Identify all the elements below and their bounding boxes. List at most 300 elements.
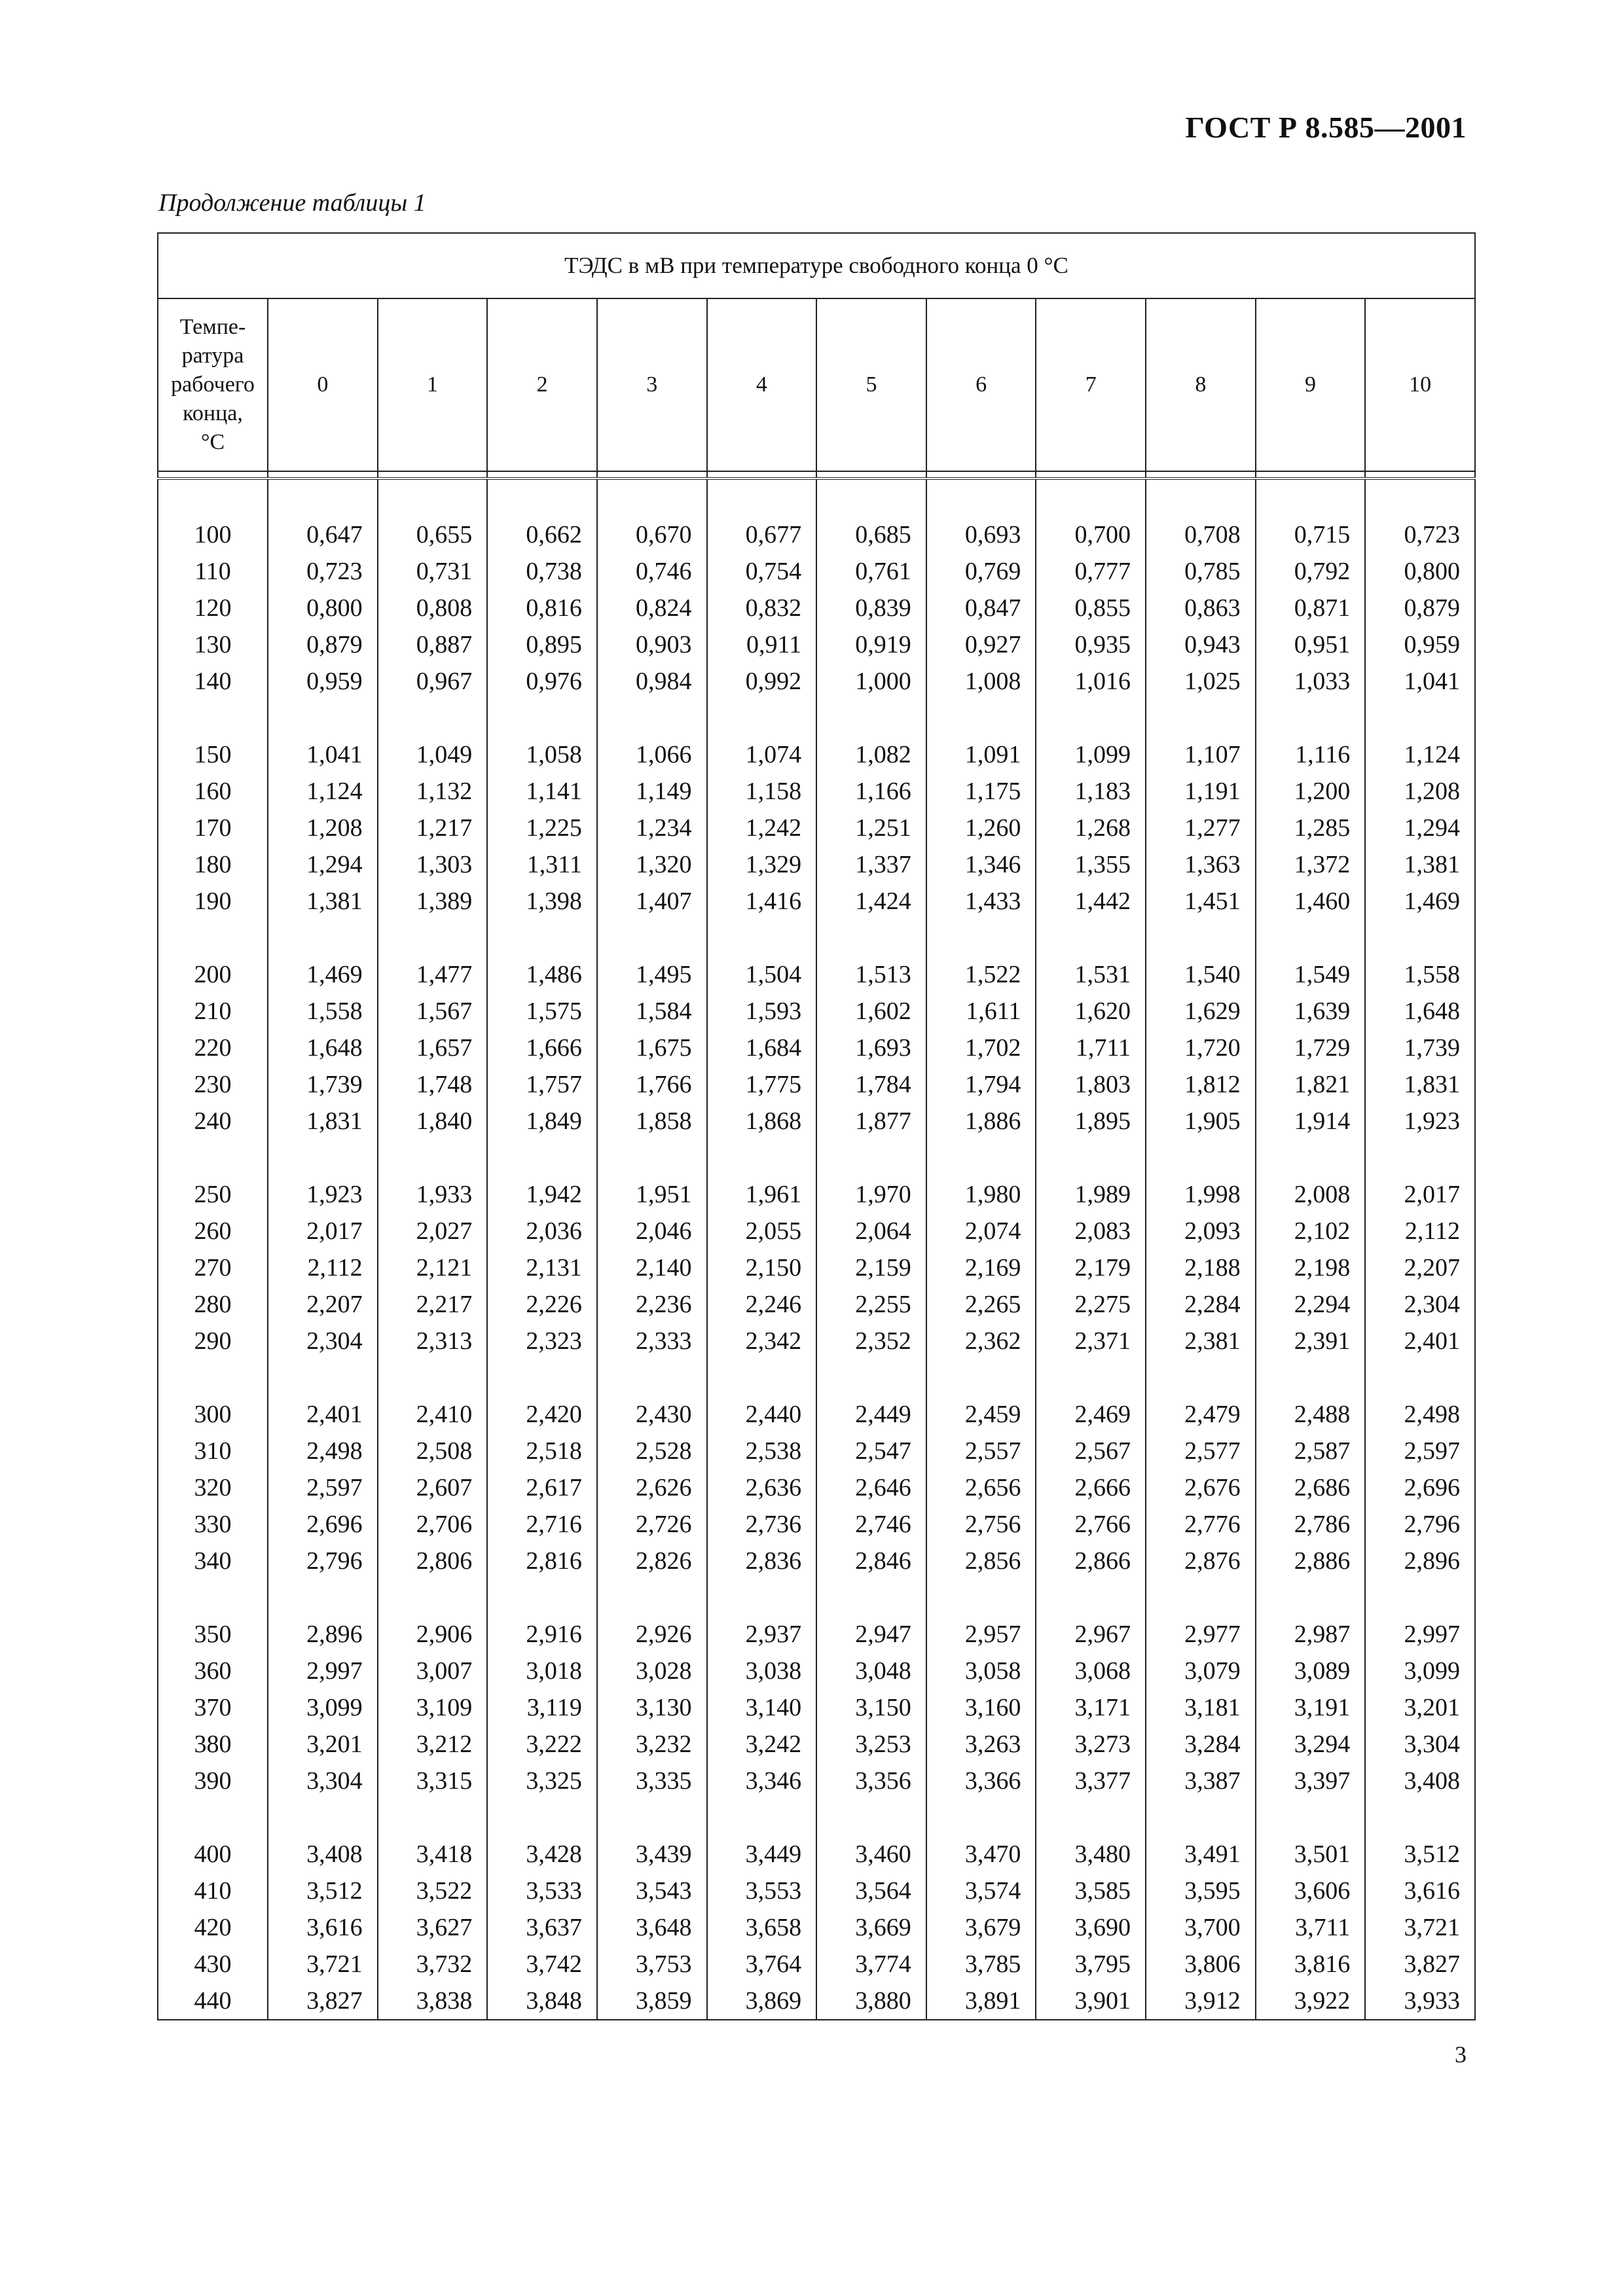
emf-value-cell: 3,859 [597,1982,707,2020]
temperature-cell: 420 [158,1909,268,1946]
emf-value-cell: 1,720 [1146,1030,1256,1066]
emf-value-cell: 2,987 [1256,1616,1366,1653]
emf-value-cell: 1,486 [487,956,597,993]
emf-value-cell: 1,766 [597,1066,707,1103]
emf-value-cell: 3,366 [926,1763,1036,1799]
emf-value-cell: 1,775 [707,1066,817,1103]
emf-value-cell: 0,808 [378,590,488,626]
emf-value-cell: 1,757 [487,1066,597,1103]
emf-value-cell: 3,606 [1256,1873,1366,1909]
empty-cell [597,920,707,956]
emf-value-cell: 0,738 [487,553,597,590]
emf-value-cell: 1,639 [1256,993,1366,1030]
table-row [158,883,1475,920]
emf-value-cell: 3,827 [1365,1946,1475,1982]
empty-cell [1256,920,1366,956]
empty-cell [926,1359,1036,1396]
empty-cell [487,1799,597,1836]
emf-value-cell: 3,315 [378,1763,488,1799]
empty-cell [816,1359,926,1396]
emf-value-cell: 3,774 [816,1946,926,1982]
emf-value-cell: 2,150 [707,1249,817,1286]
emf-value-cell: 1,381 [268,883,378,920]
emf-value-cell: 2,746 [816,1506,926,1543]
emf-value-cell: 2,607 [378,1469,488,1506]
empty-cell [926,920,1036,956]
emf-value-cell: 3,212 [378,1726,488,1763]
emf-value-cell: 3,690 [1036,1909,1146,1946]
emf-value-cell: 0,879 [1365,590,1475,626]
emf-value-cell: 0,670 [597,516,707,553]
emf-value-cell: 2,587 [1256,1433,1366,1469]
emf-value-cell: 3,263 [926,1726,1036,1763]
emf-value-cell: 1,923 [1365,1103,1475,1139]
emf-value-cell: 3,816 [1256,1946,1366,1982]
emf-value-cell: 0,903 [597,626,707,663]
emf-value-cell: 2,726 [597,1506,707,1543]
emf-value-cell: 1,611 [926,993,1036,1030]
emf-value-cell: 3,785 [926,1946,1036,1982]
emf-value-cell: 3,130 [597,1689,707,1726]
emf-value-cell: 1,294 [1365,810,1475,846]
emf-value-cell: 2,776 [1146,1506,1256,1543]
table-row [158,956,1475,993]
temperature-cell: 240 [158,1103,268,1139]
emf-value-cell: 1,513 [816,956,926,993]
empty-cell [487,478,597,516]
empty-cell [1146,1359,1256,1396]
emf-value-cell: 2,036 [487,1213,597,1249]
empty-cell [1146,471,1256,478]
empty-cell [1256,471,1366,478]
temperature-cell: 250 [158,1176,268,1213]
empty-cell [707,1359,817,1396]
emf-value-cell: 3,753 [597,1946,707,1982]
empty-cell [597,1139,707,1176]
emf-value-cell: 3,201 [1365,1689,1475,1726]
empty-cell [926,471,1036,478]
emf-value-cell: 2,401 [1365,1323,1475,1359]
emf-value-cell: 1,620 [1036,993,1146,1030]
temperature-cell: 270 [158,1249,268,1286]
emf-value-cell: 0,911 [707,626,817,663]
table-row [158,1763,1475,1799]
table-row [158,1543,1475,1579]
temperature-cell: 430 [158,1946,268,1982]
empty-cell [487,700,597,736]
header-separator-row [158,471,1475,478]
emf-value-cell: 2,459 [926,1396,1036,1433]
empty-cell [1256,478,1366,516]
emf-value-cell: 0,879 [268,626,378,663]
emf-value-cell: 2,440 [707,1396,817,1433]
temperature-cell: 320 [158,1469,268,1506]
empty-cell [158,700,268,736]
emf-value-cell: 1,049 [378,736,488,773]
emf-value-cell: 3,721 [268,1946,378,1982]
emf-value-cell: 1,294 [268,846,378,883]
emf-value-cell: 1,311 [487,846,597,883]
emf-value-cell: 3,648 [597,1909,707,1946]
column-header: 10 [1365,298,1475,471]
emf-value-cell: 1,442 [1036,883,1146,920]
emf-value-cell: 2,410 [378,1396,488,1433]
emf-value-cell: 2,836 [707,1543,817,1579]
emf-value-cell: 3,191 [1256,1689,1366,1726]
emf-value-cell: 1,711 [1036,1030,1146,1066]
emf-value-cell: 3,595 [1146,1873,1256,1909]
table-row [158,1433,1475,1469]
empty-cell [1036,1799,1146,1836]
emf-value-cell: 3,028 [597,1653,707,1689]
empty-cell [378,1579,488,1616]
emf-value-cell: 2,756 [926,1506,1036,1543]
empty-cell [1365,1579,1475,1616]
emf-value-cell: 2,008 [1256,1176,1366,1213]
temperature-column-header [158,298,268,471]
emf-value-cell: 1,495 [597,956,707,993]
emf-value-cell: 2,055 [707,1213,817,1249]
emf-value-cell: 1,803 [1036,1066,1146,1103]
emf-value-cell: 1,961 [707,1176,817,1213]
temperature-cell: 230 [158,1066,268,1103]
emf-value-cell: 1,424 [816,883,926,920]
column-header: 7 [1036,298,1146,471]
empty-cell [1036,478,1146,516]
emf-value-cell: 0,919 [816,626,926,663]
empty-cell [816,700,926,736]
temperature-cell: 210 [158,993,268,1030]
emf-value-cell: 1,648 [1365,993,1475,1030]
empty-cell [268,920,378,956]
empty-cell [1365,920,1475,956]
column-header: 5 [816,298,926,471]
empty-cell [1036,920,1146,956]
emf-value-cell: 2,567 [1036,1433,1146,1469]
emf-value-cell: 2,886 [1256,1543,1366,1579]
empty-cell [378,1139,488,1176]
emf-value-cell: 1,277 [1146,810,1256,846]
emf-value-cell: 0,992 [707,663,817,700]
table-row [158,993,1475,1030]
group-spacer-row [158,1359,1475,1396]
emf-value-cell: 3,933 [1365,1982,1475,2020]
emf-value-cell: 2,896 [268,1616,378,1653]
emf-value-cell: 1,260 [926,810,1036,846]
emf-value-cell: 3,470 [926,1836,1036,1873]
emf-value-cell: 1,398 [487,883,597,920]
emf-value-cell: 1,794 [926,1066,1036,1103]
emf-value-cell: 1,355 [1036,846,1146,883]
empty-cell [816,1139,926,1176]
empty-cell [1256,700,1366,736]
emf-value-cell: 3,099 [268,1689,378,1726]
emf-value-cell: 2,766 [1036,1506,1146,1543]
emf-value-cell: 1,389 [378,883,488,920]
emf-value-cell: 3,387 [1146,1763,1256,1799]
emf-value-cell: 2,275 [1036,1286,1146,1323]
empty-cell [1036,471,1146,478]
emf-value-cell: 0,655 [378,516,488,553]
emf-value-cell: 2,866 [1036,1543,1146,1579]
emf-value-cell: 3,543 [597,1873,707,1909]
emf-value-cell: 2,696 [1365,1469,1475,1506]
table-row [158,1323,1475,1359]
emf-value-cell: 3,480 [1036,1836,1146,1873]
emf-value-cell: 2,518 [487,1433,597,1469]
temperature-cell: 280 [158,1286,268,1323]
document-code: ГОСТ Р 8.585—2001 [1185,111,1467,144]
emf-value-cell: 1,739 [1365,1030,1475,1066]
column-header: 8 [1146,298,1256,471]
empty-cell [378,478,488,516]
emf-value-cell: 3,068 [1036,1653,1146,1689]
emf-value-cell: 3,058 [926,1653,1036,1689]
table-row [158,1689,1475,1726]
emf-value-cell: 2,140 [597,1249,707,1286]
emf-value-cell: 2,083 [1036,1213,1146,1249]
emf-value-cell: 2,826 [597,1543,707,1579]
temperature-cell: 150 [158,736,268,773]
emf-value-cell: 1,191 [1146,773,1256,810]
table-row [158,773,1475,810]
empty-cell [1146,1139,1256,1176]
emf-value-cell: 2,112 [1365,1213,1475,1249]
emf-value-cell: 2,169 [926,1249,1036,1286]
emf-value-cell: 2,498 [268,1433,378,1469]
emf-value-cell: 1,124 [1365,736,1475,773]
empty-cell [487,1579,597,1616]
emf-value-cell: 1,285 [1256,810,1366,846]
empty-cell [1036,1139,1146,1176]
empty-cell [1365,471,1475,478]
emf-value-cell: 3,669 [816,1909,926,1946]
emf-value-cell: 1,242 [707,810,817,846]
emf-value-cell: 1,933 [378,1176,488,1213]
emf-value-cell: 1,914 [1256,1103,1366,1139]
emf-value-cell: 3,099 [1365,1653,1475,1689]
temperature-cell: 360 [158,1653,268,1689]
emf-value-cell: 3,109 [378,1689,488,1726]
temperature-cell: 220 [158,1030,268,1066]
empty-cell [926,700,1036,736]
group-spacer-row [158,1139,1475,1176]
table-row [158,1616,1475,1653]
emf-value-cell: 0,927 [926,626,1036,663]
emf-value-cell: 1,970 [816,1176,926,1213]
emf-value-cell: 1,251 [816,810,926,846]
emf-value-cell: 3,449 [707,1836,817,1873]
header-line: конца, [183,401,243,425]
emf-value-cell: 2,626 [597,1469,707,1506]
table-row [158,1469,1475,1506]
emf-value-cell: 3,795 [1036,1946,1146,1982]
table-row [158,1176,1475,1213]
emf-value-cell: 0,832 [707,590,817,626]
emf-value-cell: 3,335 [597,1763,707,1799]
emf-value-cell: 2,816 [487,1543,597,1579]
emf-value-cell: 2,420 [487,1396,597,1433]
emf-value-cell: 3,512 [268,1873,378,1909]
emf-value-cell: 0,887 [378,626,488,663]
emf-value-cell: 1,132 [378,773,488,810]
emf-value-cell: 0,816 [487,590,597,626]
table-row [158,1103,1475,1139]
emf-value-cell: 2,017 [1365,1176,1475,1213]
empty-cell [378,1799,488,1836]
emf-value-cell: 3,119 [487,1689,597,1726]
emf-value-cell: 1,942 [487,1176,597,1213]
emf-value-cell: 3,491 [1146,1836,1256,1873]
empty-cell [158,471,268,478]
empty-cell [816,471,926,478]
table-row [158,516,1475,553]
emf-value-cell: 3,089 [1256,1653,1366,1689]
emf-value-cell: 1,217 [378,810,488,846]
table-row [158,1030,1475,1066]
column-header: 0 [268,298,378,471]
temperature-cell: 170 [158,810,268,846]
emf-value-cell: 2,796 [268,1543,378,1579]
empty-cell [926,1139,1036,1176]
temperature-cell: 180 [158,846,268,883]
emf-value-cell: 1,469 [1365,883,1475,920]
emf-value-cell: 3,397 [1256,1763,1366,1799]
emf-value-cell: 2,207 [268,1286,378,1323]
emf-value-cell: 2,666 [1036,1469,1146,1506]
emf-value-cell: 2,528 [597,1433,707,1469]
emf-value-cell: 2,198 [1256,1249,1366,1286]
empty-cell [158,1799,268,1836]
emf-value-cell: 1,363 [1146,846,1256,883]
emf-value-cell: 2,597 [1365,1433,1475,1469]
empty-cell [707,478,817,516]
emf-value-cell: 3,522 [378,1873,488,1909]
temperature-cell: 130 [158,626,268,663]
emf-value-cell: 1,531 [1036,956,1146,993]
emf-value-cell: 1,141 [487,773,597,810]
emf-value-cell: 1,016 [1036,663,1146,700]
emf-value-cell: 0,976 [487,663,597,700]
emf-value-cell: 3,711 [1256,1909,1366,1946]
emf-value-cell: 2,557 [926,1433,1036,1469]
empty-cell [707,700,817,736]
table-row [158,1982,1475,2020]
emf-value-cell: 1,225 [487,810,597,846]
emf-value-cell: 0,731 [378,553,488,590]
emf-value-cell: 3,700 [1146,1909,1256,1946]
emf-value-cell: 2,391 [1256,1323,1366,1359]
emf-value-cell: 2,121 [378,1249,488,1286]
table-row [158,626,1475,663]
emf-value-cell: 0,662 [487,516,597,553]
emf-value-cell: 3,922 [1256,1982,1366,2020]
emf-value-cell: 1,058 [487,736,597,773]
empty-cell [487,1139,597,1176]
emf-value-cell: 1,008 [926,663,1036,700]
empty-cell [816,478,926,516]
table-row [158,1396,1475,1433]
emf-value-cell: 1,433 [926,883,1036,920]
emf-value-cell: 3,150 [816,1689,926,1726]
empty-cell [1036,1359,1146,1396]
emf-value-cell: 2,074 [926,1213,1036,1249]
column-header: 2 [487,298,597,471]
emf-value-cell: 1,629 [1146,993,1256,1030]
empty-cell [487,920,597,956]
emf-value-cell: 2,479 [1146,1396,1256,1433]
empty-cell [1146,478,1256,516]
header-line: Темпе- [179,315,246,339]
emf-value-cell: 1,372 [1256,846,1366,883]
emf-value-cell: 1,575 [487,993,597,1030]
empty-cell [268,1799,378,1836]
emf-value-cell: 2,696 [268,1506,378,1543]
emf-value-cell: 0,761 [816,553,926,590]
table-caption: Продолжение таблицы 1 [158,189,426,217]
empty-cell [707,1139,817,1176]
emf-value-cell: 3,232 [597,1726,707,1763]
emf-value-cell: 1,407 [597,883,707,920]
emf-value-cell: 2,947 [816,1616,926,1653]
empty-cell [1365,700,1475,736]
empty-cell [816,920,926,956]
emf-value-cell: 3,460 [816,1836,926,1873]
emf-value-cell: 1,041 [1365,663,1475,700]
emf-value-cell: 3,764 [707,1946,817,1982]
emf-value-cell: 0,967 [378,663,488,700]
empty-cell [1256,1359,1366,1396]
emf-value-cell: 0,723 [1365,516,1475,553]
emf-value-cell: 2,997 [1365,1616,1475,1653]
emf-value-cell: 0,943 [1146,626,1256,663]
emf-value-cell: 1,166 [816,773,926,810]
emf-value-cell: 0,723 [268,553,378,590]
emf-value-cell: 1,675 [597,1030,707,1066]
emf-value-cell: 1,602 [816,993,926,1030]
emf-value-cell: 2,706 [378,1506,488,1543]
emf-value-cell: 1,158 [707,773,817,810]
emf-value-cell: 2,017 [268,1213,378,1249]
table-title-row [158,233,1475,298]
column-header: 4 [707,298,817,471]
temperature-cell: 300 [158,1396,268,1433]
emf-value-cell: 3,891 [926,1982,1036,2020]
table-row [158,590,1475,626]
empty-cell [926,1579,1036,1616]
emf-value-cell: 2,449 [816,1396,926,1433]
emf-value-cell: 1,549 [1256,956,1366,993]
emf-value-cell: 2,255 [816,1286,926,1323]
emf-value-cell: 2,997 [268,1653,378,1689]
emf-value-cell: 2,617 [487,1469,597,1506]
page-number: 3 [1455,2041,1467,2068]
empty-cell [816,1579,926,1616]
emf-value-cell: 2,538 [707,1433,817,1469]
emf-value-cell: 3,838 [378,1982,488,2020]
empty-cell [378,920,488,956]
empty-cell [926,478,1036,516]
emf-value-cell: 2,896 [1365,1543,1475,1579]
column-header: 9 [1256,298,1366,471]
empty-cell [268,478,378,516]
emf-value-cell: 3,616 [1365,1873,1475,1909]
empty-cell [1256,1139,1366,1176]
emf-value-cell: 2,937 [707,1616,817,1653]
temperature-cell: 410 [158,1873,268,1909]
emf-value-cell: 2,686 [1256,1469,1366,1506]
empty-cell [378,1359,488,1396]
